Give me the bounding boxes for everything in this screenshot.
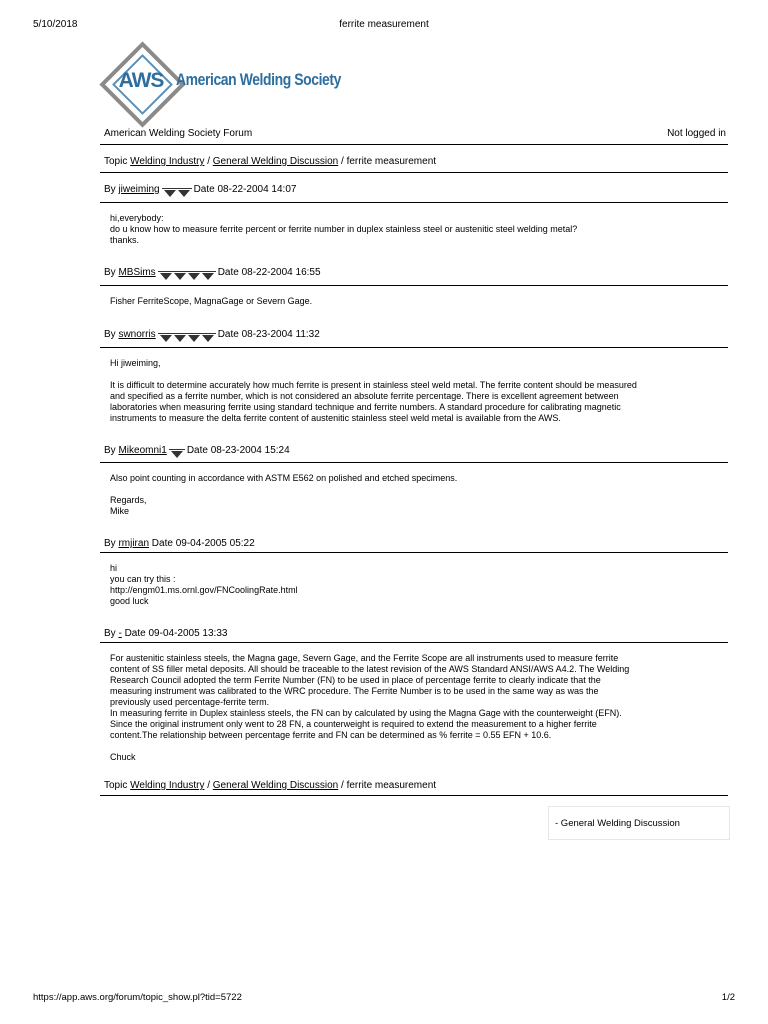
divider (100, 144, 728, 145)
forum-nav-link[interactable]: - General Welding Discussion (555, 818, 680, 829)
post-line: Also point counting in accordance with ASTM E562 on polished and etched specimens. (110, 473, 458, 483)
breadcrumb-link-general-welding-discussion[interactable]: General Welding Discussion (212, 780, 339, 791)
user-rating-icon (163, 190, 191, 197)
post-header (104, 329, 320, 340)
login-status: Not logged in (667, 128, 726, 139)
post-header (104, 538, 255, 549)
post-by-label: By (104, 184, 116, 195)
print-page-number: 1/2 (721, 992, 735, 1003)
post-line: Regards, (110, 495, 147, 505)
post-line: good luck (110, 596, 149, 606)
post-header (104, 267, 321, 278)
post-date-label: Date (217, 267, 239, 278)
divider (100, 172, 728, 173)
post-line: hi,everybody: (110, 213, 164, 223)
breadcrumb-separator: / (207, 780, 210, 791)
divider (100, 642, 728, 643)
breadcrumb-top (104, 156, 436, 167)
post-line: thanks. (110, 235, 140, 245)
rating-arrow-icon (160, 273, 172, 280)
logo-name: American Welding Society (176, 70, 341, 89)
post-line: hi (110, 563, 118, 573)
post-date: 09-04-2005 05:22 (175, 538, 255, 549)
post-line: content of SS filler metal deposits. All should be traceable to the latest revision of the AWS Standard ANSI/AWS A4.2. The Welding (110, 664, 630, 674)
breadcrumb-separator: / (341, 156, 344, 167)
post-line: and specified as a ferrite number, which is not considered an absolute ferrite percentage. There is excellent agreement between (110, 391, 619, 401)
post-line: do u know how to measure ferrite percent or ferrite number in duplex stainless steel or austenitic steel welding metal? (110, 224, 578, 234)
post-date: 09-04-2005 13:33 (148, 628, 228, 639)
post-date-label: Date (217, 329, 239, 340)
breadcrumb-separator: / (207, 156, 210, 167)
breadcrumb-current: ferrite measurement (346, 780, 437, 791)
rating-arrow-icon (174, 335, 186, 342)
rating-arrow-icon (174, 273, 186, 280)
post-body (110, 358, 720, 424)
post-date: 08-23-2004 15:24 (210, 445, 290, 456)
post-author-link[interactable]: swnorris (118, 329, 156, 340)
post-date-label: Date (124, 628, 146, 639)
post-line: laboratories when measuring ferrite using standard technique and ferrite numbers. A standard procedure for calibrating magnetic (110, 402, 621, 412)
rating-arrow-icon (188, 273, 200, 280)
breadcrumb-bottom (104, 780, 436, 791)
post-line: http://engm01.ms.ornl.gov/FNCoolingRate.html (110, 585, 298, 595)
post-body (110, 563, 720, 607)
breadcrumb-link-welding-industry[interactable]: Welding Industry (130, 156, 205, 167)
print-title: ferrite measurement (339, 19, 429, 30)
post-author-link[interactable]: - (118, 628, 122, 639)
rating-arrow-icon (202, 273, 214, 280)
print-url: https://app.aws.org/forum/topic_show.pl?tid=5722 (33, 992, 242, 1003)
post-header (104, 445, 290, 456)
print-date: 5/10/2018 (33, 19, 78, 30)
forum-bar (104, 128, 726, 139)
post-date-label: Date (186, 445, 208, 456)
post-line: you can try this : (110, 574, 176, 584)
post-line: It is difficult to determine accurately how much ferrite is present in stainless steel weld metal. The ferrite content should be measured (110, 380, 637, 390)
post-body (110, 296, 720, 307)
rating-arrow-icon (178, 190, 190, 197)
post-header (104, 184, 296, 195)
breadcrumb-link-welding-industry[interactable]: Welding Industry (130, 780, 205, 791)
paragraph-gap (110, 741, 720, 752)
post-line: content.The relationship between percentage ferrite and FN can be determined as % ferrite = 0.55 EFN + 10.6. (110, 730, 552, 740)
breadcrumb-prefix: Topic (104, 156, 128, 167)
divider (100, 462, 728, 463)
post-line: Chuck (110, 752, 136, 762)
post-by-label: By (104, 329, 116, 340)
breadcrumb-separator: / (341, 780, 344, 791)
aws-logo[interactable] (100, 42, 340, 122)
forum-nav-box[interactable] (548, 806, 730, 840)
post-date-label: Date (151, 538, 173, 549)
rating-arrow-icon (171, 451, 183, 458)
post-by-label: By (104, 267, 116, 278)
divider (100, 552, 728, 553)
post-date: 08-23-2004 11:32 (241, 329, 320, 340)
post-author-link[interactable]: MBSims (118, 267, 156, 278)
post-by-label: By (104, 628, 116, 639)
rating-arrow-icon (164, 190, 176, 197)
breadcrumb-current: ferrite measurement (346, 156, 437, 167)
user-rating-icon (159, 335, 215, 342)
post-line: Mike (110, 506, 130, 516)
user-rating-icon (170, 451, 184, 458)
paragraph-gap (110, 369, 720, 380)
post-by-label: By (104, 538, 116, 549)
post-by-label: By (104, 445, 116, 456)
divider (100, 795, 728, 796)
post-header (104, 628, 227, 639)
post-line: Hi jiweiming, (110, 358, 161, 368)
post-line: instruments to measure the delta ferrite content of austenitic stainless steel weld metal is available from the AWS. (110, 413, 561, 423)
post-line: Since the original instrument only went to 28 FN, a counterweight is required to extend the measurement to a higher ferrite (110, 719, 597, 729)
post-body (110, 213, 720, 246)
user-rating-icon (159, 273, 215, 280)
post-author-link[interactable]: jiweiming (118, 184, 160, 195)
logo-abbr: AWS (118, 69, 164, 92)
divider (100, 347, 728, 348)
post-line: For austenitic stainless steels, the Magna gage, Severn Gage, and the Ferrite Scope are all instruments used to measure ferrite (110, 653, 619, 663)
post-body (110, 473, 720, 517)
rating-arrow-icon (202, 335, 214, 342)
divider (100, 202, 728, 203)
breadcrumb-prefix: Topic (104, 780, 128, 791)
paragraph-gap (110, 484, 720, 495)
post-date: 08-22-2004 16:55 (241, 267, 321, 278)
post-line: measuring instrument was calibrated to the WRC procedure. The Ferrite Number is to be used in the same way as was the (110, 686, 599, 696)
rating-arrow-icon (188, 335, 200, 342)
forum-name: American Welding Society Forum (104, 128, 253, 139)
post-line: Fisher FerriteScope, MagnaGage or Severn Gage. (110, 296, 313, 306)
post-date-label: Date (193, 184, 215, 195)
post-body (110, 653, 720, 763)
post-line: In measuring ferrite in Duplex stainless steels, the FN can by calculated by using the Magna Gage with the counterweight (EFN). (110, 708, 622, 718)
post-date: 08-22-2004 14:07 (217, 184, 297, 195)
post-line: previously used percentage-ferrite term. (110, 697, 270, 707)
post-line: Research Council adopted the term Ferrite Number (FN) to be used in place of percentage ferrite to clearly indicate that the (110, 675, 601, 685)
post-author-link[interactable]: Mikeomni1 (118, 445, 167, 456)
breadcrumb-link-general-welding-discussion[interactable]: General Welding Discussion (212, 156, 339, 167)
post-author-link[interactable]: rmjiran (118, 538, 150, 549)
rating-arrow-icon (160, 335, 172, 342)
divider (100, 285, 728, 286)
